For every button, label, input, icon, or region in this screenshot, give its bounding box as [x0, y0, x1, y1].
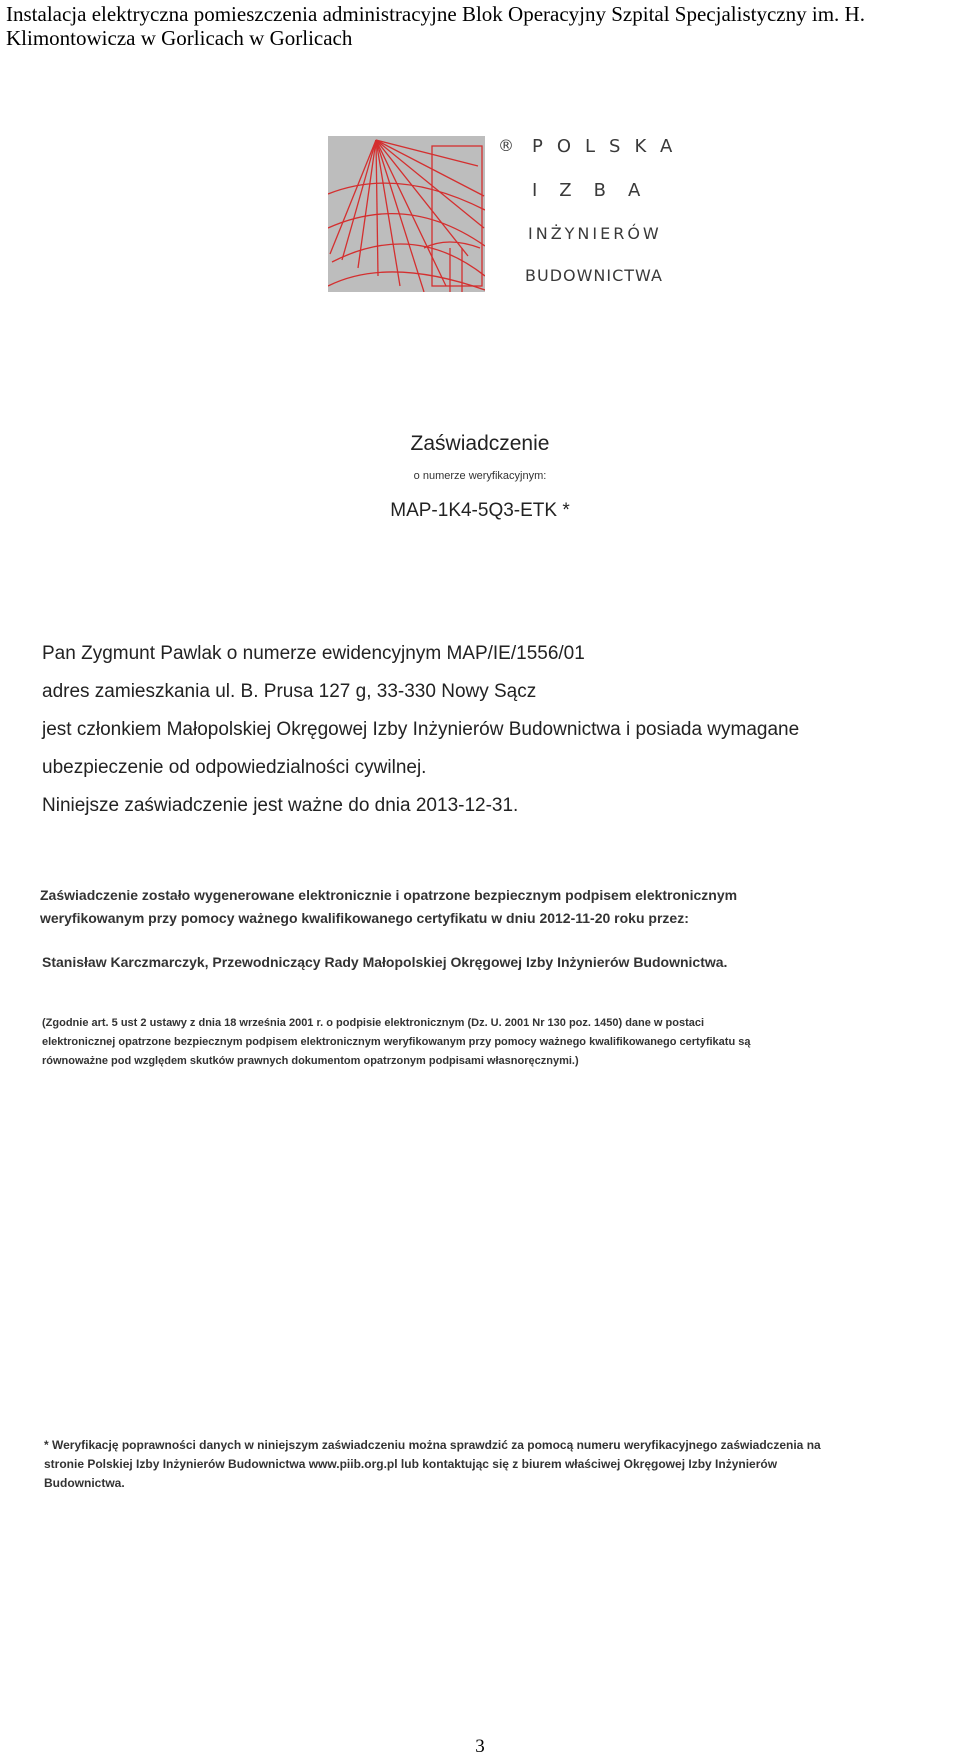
generation-line: Zaświadczenie zostało wygenerowane elektronicznie i opatrzone bezpiecznym podpisem elektronicznym — [40, 887, 738, 903]
body-line: adres zamieszkania ul. B. Prusa 127 g, 33-330 Nowy Sącz — [42, 681, 537, 702]
legal-note — [42, 1014, 932, 1071]
footnote-line: Budownictwa. — [44, 1476, 125, 1490]
logo-text — [498, 136, 687, 292]
legal-line: (Zgodnie art. 5 ust 2 ustawy z dnia 18 września 2001 r. o podpisie elektronicznym (Dz. U. 2001 Nr 130 poz. 1450) dane w postaci — [42, 1017, 705, 1029]
legal-line: równoważne pod względem skutków prawnych dokumentom opatrzonym podpisami własnoręcznymi.) — [42, 1055, 579, 1067]
body-line: Niniejsze zaświadczenie jest ważne do dnia 2013-12-31. — [42, 795, 519, 816]
logo-text-polska: POLSKA — [532, 136, 687, 157]
certificate-body — [42, 635, 942, 825]
piib-logo — [328, 136, 687, 292]
document-header — [6, 2, 951, 50]
logo-text-budownictwa: BUDOWNICTWA — [525, 266, 663, 285]
header-line-1: Instalacja elektryczna pomieszczenia administracyjne Blok Operacyjny Szpital Specjalistyczny im. H. — [6, 2, 865, 26]
footnote-line: stronie Polskiej Izby Inżynierów Budownictwa www.piib.org.pl lub kontaktując się z biurem właściwej Okręgowej Izby Inżynierów — [44, 1457, 778, 1471]
logo-roof-graphic — [328, 136, 485, 292]
page-number: 3 — [475, 1736, 485, 1757]
generation-line: weryfikowanym przy pomocy ważnego kwalifikowanego certyfikatu w dniu 2012-11-20 roku przez: — [40, 910, 689, 926]
legal-line: elektronicznej opatrzone bezpiecznym podpisem elektronicznym weryfikowanym przy pomocy ważnego kwalifikowanego certyfikatu są — [42, 1036, 751, 1048]
body-line: jest członkiem Małopolskiej Okręgowej Izby Inżynierów Budownictwa i posiada wymagane — [42, 719, 800, 740]
signer-line: Stanisław Karczmarczyk, Przewodniczący Rady Małopolskiej Okręgowej Izby Inżynierów Budownictwa. — [42, 954, 728, 970]
header-line-2: Klimontowicza w Gorlicach w Gorlicach — [6, 26, 353, 50]
logo-text-izba: IZBA — [532, 180, 663, 201]
verification-footnote — [44, 1436, 934, 1493]
logo-graphic — [328, 136, 485, 292]
certificate-number: MAP-1K4-5Q3-ETK * — [390, 500, 570, 521]
certificate-subtitle: o numerze weryfikacyjnym: — [413, 470, 547, 482]
footnote-line: * Weryfikację poprawności danych w niniejszym zaświadczeniu można sprawdzić za pomocą numeru weryfikacyjnego zaświadczenia na — [44, 1438, 821, 1452]
body-line: ubezpieczenie od odpowiedzialności cywilnej. — [42, 757, 427, 778]
registered-mark: ® — [498, 136, 514, 155]
body-line: Pan Zygmunt Pawlak o numerze ewidencyjnym MAP/IE/1556/01 — [42, 643, 585, 664]
certificate-title: Zaświadczenie — [410, 432, 550, 455]
generation-statement — [40, 884, 930, 930]
logo-text-inzynierow: INŻYNIERÓW — [528, 224, 662, 243]
